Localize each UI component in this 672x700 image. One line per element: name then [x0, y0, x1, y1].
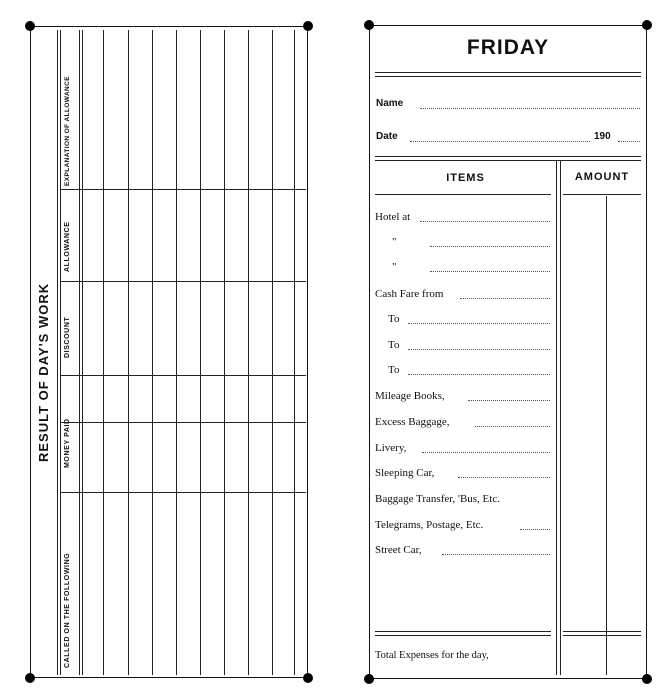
row-street-car: Street Car,: [375, 544, 422, 556]
row-hotel-at: Hotel at: [375, 211, 411, 223]
corner-dot: [642, 20, 652, 30]
corner-dot: [364, 20, 374, 30]
row-ditto-1: ": [392, 236, 397, 248]
left-page-border: [30, 26, 308, 678]
corner-dot: [303, 21, 313, 31]
column-explanation: EXPLANATION OF ALLOWANCE: [64, 76, 71, 186]
date-label: Date: [376, 131, 398, 142]
row-excess-baggage: Excess Baggage,: [375, 416, 450, 428]
left-page-title: RESULT OF DAY'S WORK: [36, 282, 51, 462]
name-field[interactable]: [420, 108, 640, 109]
row-baggage-transfer: Baggage Transfer, 'Bus, Etc.: [375, 493, 500, 505]
corner-dot: [642, 674, 652, 684]
row-telegrams: Telegrams, Postage, Etc.: [375, 519, 484, 531]
row-mileage-books: Mileage Books,: [375, 390, 445, 402]
column-money-paid: MONEY PAID: [64, 418, 71, 468]
date-year: 190: [594, 131, 611, 142]
name-label: Name: [376, 98, 404, 109]
column-allowance: ALLOWANCE: [64, 221, 71, 272]
right-page: [340, 0, 672, 700]
row-cash-fare: Cash Fare from: [375, 288, 444, 300]
row-to-2: To: [388, 339, 400, 351]
row-to-3: To: [388, 364, 400, 376]
row-ditto-2: ": [392, 261, 397, 273]
date-field[interactable]: [410, 141, 590, 142]
corner-dot: [303, 673, 313, 683]
day-title: FRIDAY: [466, 36, 550, 59]
corner-dot: [364, 674, 374, 684]
amount-header: AMOUNT: [574, 171, 630, 183]
row-livery: Livery,: [375, 442, 407, 454]
total-label: Total Expenses for the day,: [375, 650, 489, 661]
column-discount: DISCOUNT: [64, 316, 71, 358]
corner-dot: [25, 21, 35, 31]
corner-dot: [25, 673, 35, 683]
row-to-1: To: [388, 313, 400, 325]
row-sleeping-car: Sleeping Car,: [375, 467, 435, 479]
column-called-on: CALLED ON THE FOLLOWING: [64, 552, 71, 668]
items-header: ITEMS: [446, 172, 485, 184]
